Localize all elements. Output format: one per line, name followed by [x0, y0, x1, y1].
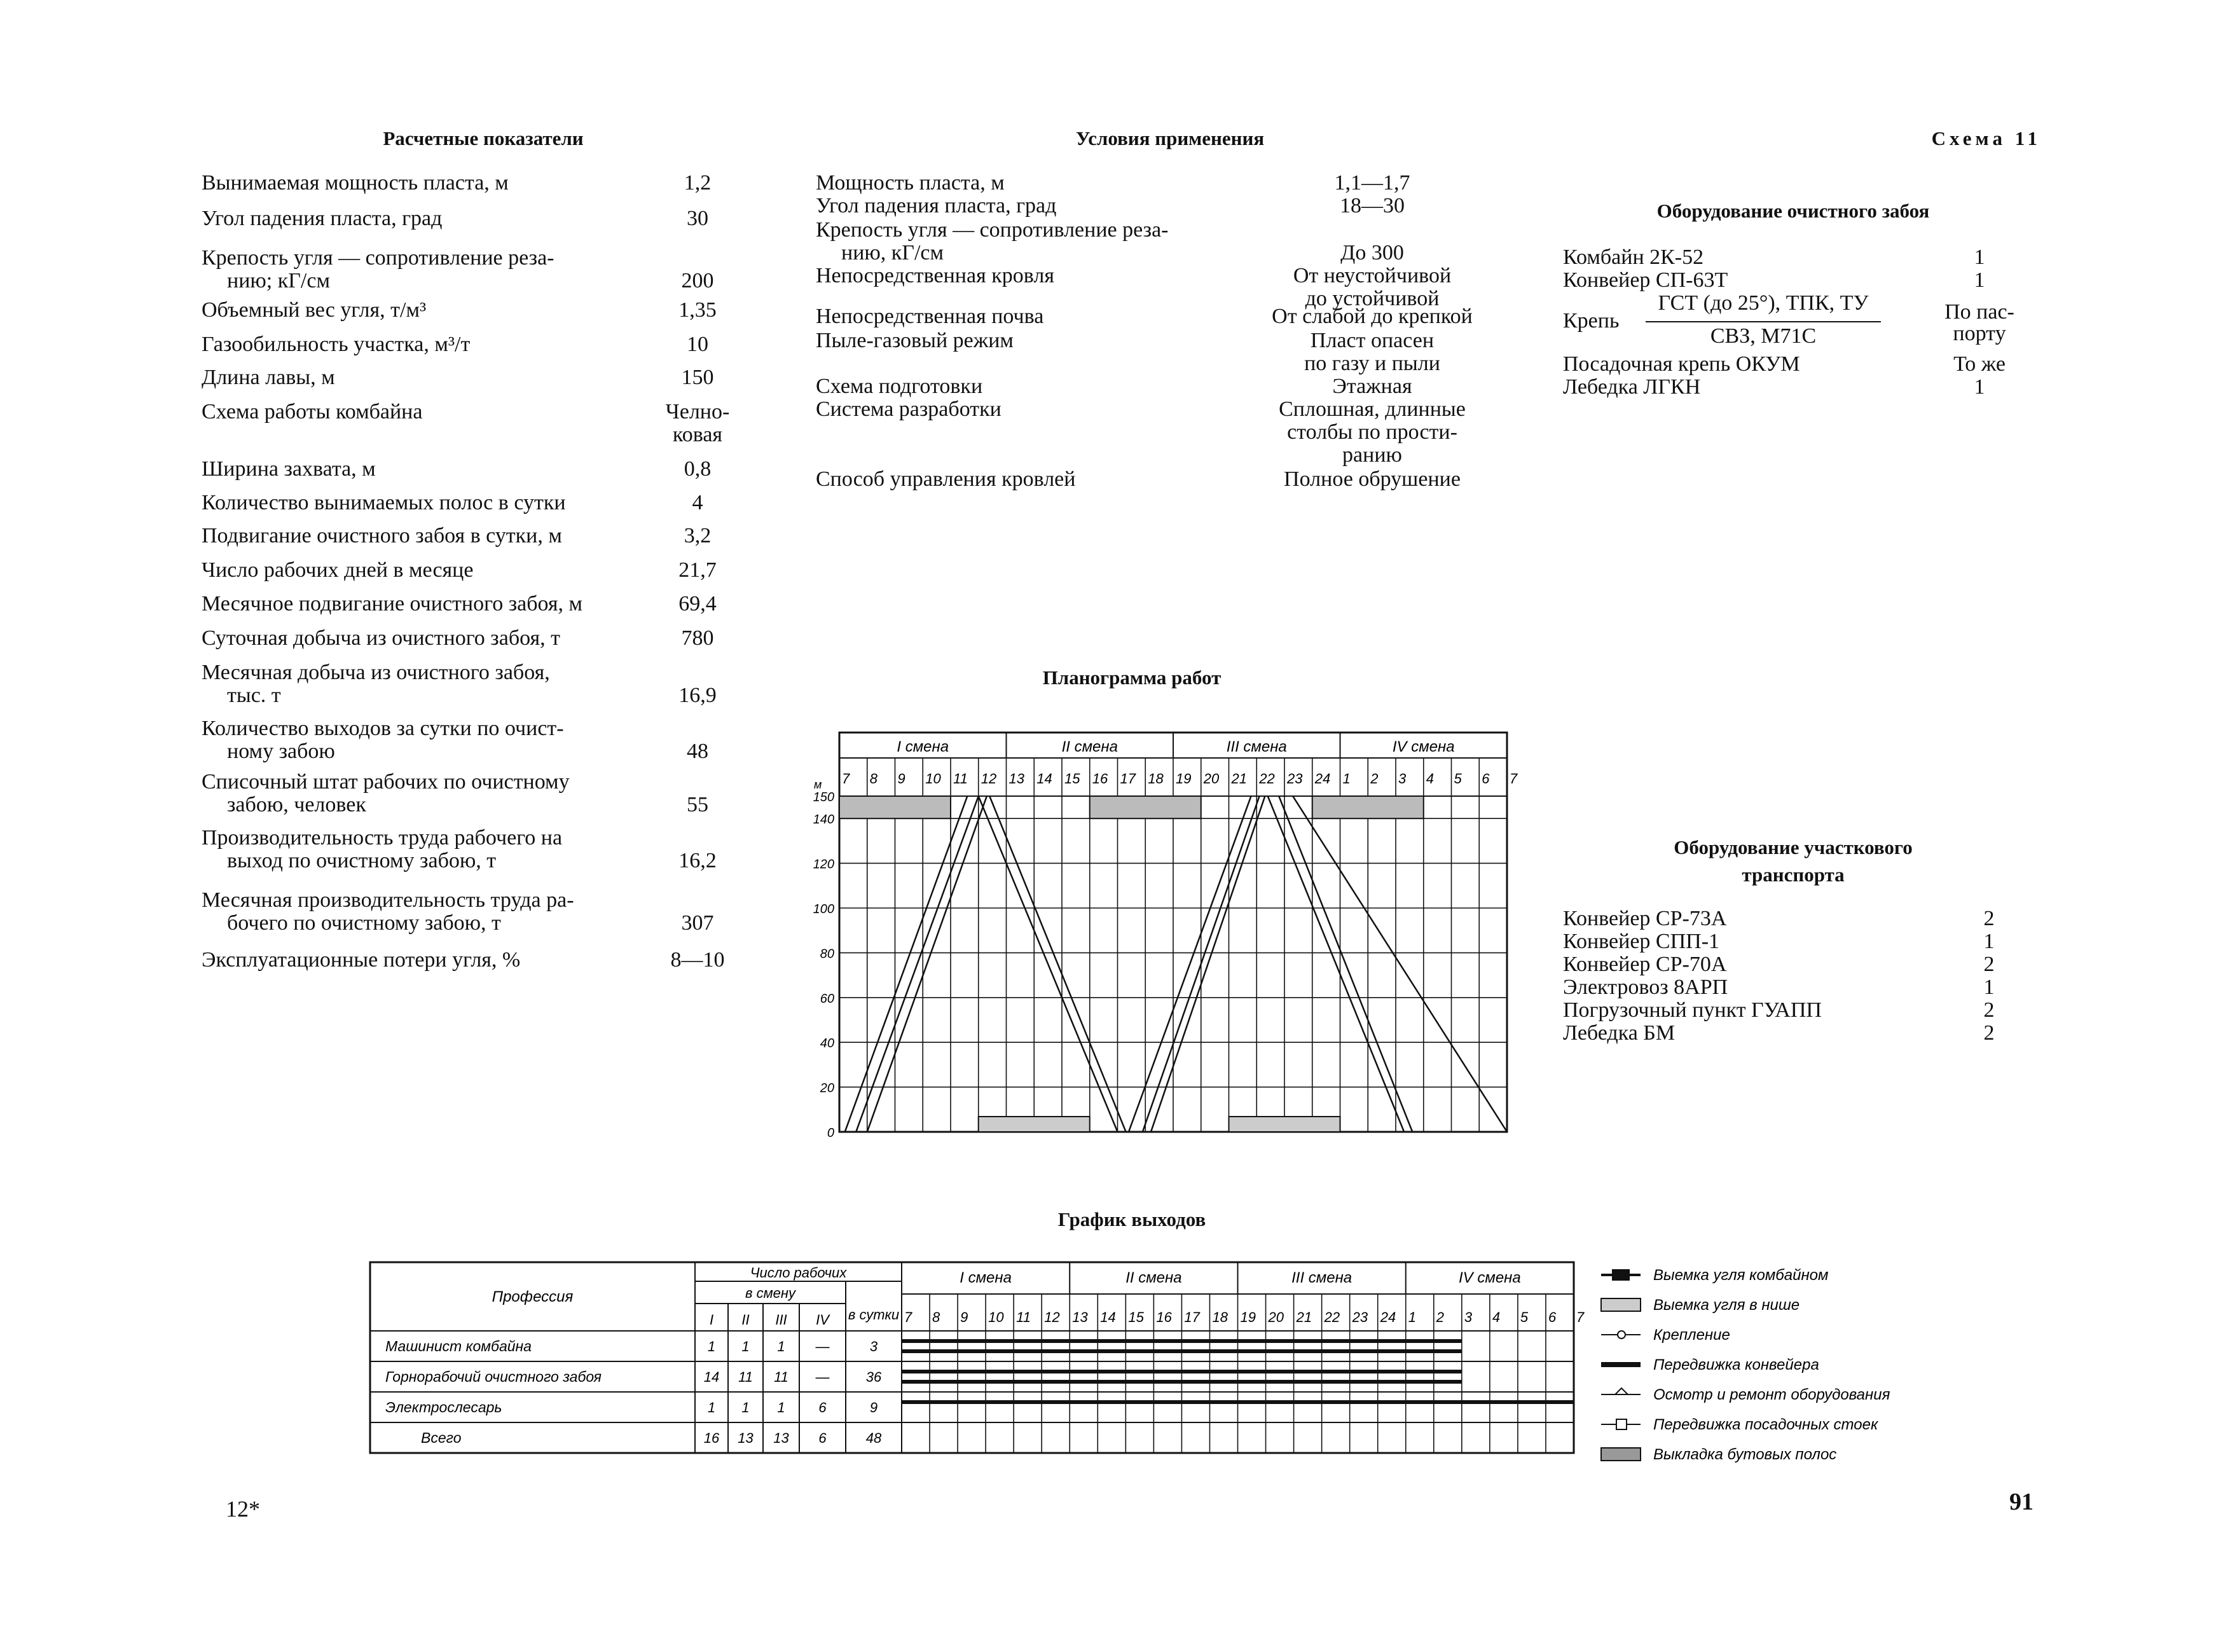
- cond-value: по газу и пыли: [1304, 352, 1440, 375]
- cond-value: Этажная: [1332, 375, 1412, 398]
- y-unit: м: [814, 778, 822, 791]
- calc-label: Месячная добыча из очистного забоя,: [202, 661, 550, 684]
- calc-label: Месячное подвигание очистного забоя, м: [202, 592, 583, 616]
- calc-row: [202, 716, 742, 767]
- y-tick-label: 140: [813, 813, 834, 827]
- day-count: 3: [869, 1339, 878, 1354]
- hour-label: 14: [1100, 1309, 1116, 1325]
- hour-tick-label: 18: [1148, 771, 1164, 787]
- shift-count: 1: [741, 1339, 750, 1354]
- cond-value: столбы по прости-: [1287, 420, 1457, 444]
- hour-label: 7: [904, 1309, 912, 1325]
- hour-label: 5: [1520, 1309, 1529, 1325]
- calc-label: Количество выходов за сутки по очист-: [202, 717, 564, 740]
- shift-count: 16: [703, 1430, 720, 1446]
- hour-label: 24: [1380, 1309, 1396, 1325]
- calc-value: 3,2: [684, 524, 712, 547]
- hour-tick-label: 7: [1510, 771, 1518, 787]
- hour-tick-label: 23: [1287, 771, 1303, 787]
- hour-label: 12: [1044, 1309, 1060, 1325]
- cond-label: Схема подготовки: [816, 375, 983, 398]
- shift-label: IV смена: [1459, 1269, 1521, 1286]
- combine-icon: [1601, 1269, 1641, 1281]
- work-line: [1279, 796, 1412, 1132]
- cond-value: Полное обрушение: [1284, 467, 1461, 491]
- hour-tick-label: 11: [953, 771, 968, 787]
- y-tick-label: 120: [813, 857, 834, 872]
- calc-row: [202, 888, 742, 939]
- shift-col: IV: [816, 1312, 829, 1328]
- equip-value: 1: [1974, 375, 1985, 399]
- col-workers: Число рабочих: [750, 1265, 847, 1281]
- hour-tick-label: 6: [1482, 771, 1490, 787]
- profession-name: Электрослесарь: [385, 1399, 502, 1415]
- cond-value: до устойчивой: [1305, 287, 1440, 310]
- calc-label: Подвигание очистного забоя в сутки, м: [202, 524, 562, 547]
- calc-label: Списочный штат рабочих по очистному: [202, 770, 570, 794]
- hour-tick-label: 12: [981, 771, 997, 787]
- hour-label: 6: [1548, 1309, 1557, 1325]
- calc-value: 200: [681, 269, 714, 293]
- profession-name: Горнорабочий очистного забоя: [385, 1368, 602, 1385]
- shift-count: 13: [773, 1430, 789, 1446]
- shift-label: IV смена: [1392, 738, 1455, 755]
- cond-label-2: нию, кГ/см: [841, 241, 944, 265]
- cond-value: 18—30: [1340, 194, 1405, 217]
- hour-label: 7: [1576, 1309, 1585, 1325]
- shift-count: 1: [777, 1339, 785, 1354]
- calc-table: [202, 170, 742, 984]
- footer-mark: 12*: [226, 1496, 260, 1522]
- legend-label: Передвижка конвейера: [1653, 1356, 1819, 1373]
- equip-value-2: порту: [1953, 322, 2006, 345]
- shift-label: III смена: [1291, 1269, 1352, 1286]
- legend: [1596, 1256, 1978, 1472]
- shift-count: 13: [738, 1430, 754, 1446]
- hour-tick-label: 9: [897, 771, 905, 787]
- calc-value: 780: [681, 626, 714, 650]
- cond-label: Система разработки: [816, 397, 1001, 421]
- bottom-band: [979, 1117, 1090, 1132]
- legend-label: Передвижка посадочных стоек: [1653, 1416, 1878, 1433]
- calc-label: Крепость угля — сопротивление реза-: [202, 246, 554, 270]
- hour-label: 4: [1492, 1309, 1501, 1325]
- equip-label: Посадочная крепь ОКУМ: [1563, 352, 1800, 376]
- hour-tick-label: 15: [1064, 771, 1080, 787]
- hour-label: 13: [1072, 1309, 1088, 1325]
- day-count: 48: [865, 1430, 882, 1446]
- equip-face-title: Оборудование очистного забоя: [1656, 200, 1930, 222]
- calc-label: Количество вынимаемых полос в сутки: [202, 491, 566, 514]
- hour-label: 22: [1324, 1309, 1340, 1325]
- triangle-line-icon: [1601, 1388, 1641, 1394]
- transport-label: Конвейер СПП-1: [1563, 930, 1720, 953]
- calc-label: Месячная производительность труда ра-: [202, 888, 574, 912]
- equip-label: Лебедка ЛГКН: [1563, 375, 1701, 399]
- calc-value: 1,2: [684, 171, 712, 195]
- cond-label: Непосредственная почва: [816, 305, 1044, 328]
- scheme-label: Схема 11: [1931, 127, 2041, 149]
- calc-row: [202, 769, 742, 820]
- day-count: 36: [865, 1369, 882, 1385]
- hour-tick-label: 22: [1259, 771, 1275, 787]
- cond-label: Угол падения пласта, град: [816, 194, 1057, 217]
- hour-tick-label: 14: [1036, 771, 1052, 787]
- hour-label: 21: [1296, 1309, 1312, 1325]
- hour-label: 18: [1212, 1309, 1228, 1325]
- work-line: [1129, 796, 1251, 1132]
- transport-label: Конвейер СР-70А: [1563, 953, 1727, 976]
- hour-label: 2: [1436, 1309, 1445, 1325]
- y-tick-label: 80: [820, 947, 834, 961]
- calc-value: Челно-: [665, 400, 730, 423]
- hour-tick-label: 17: [1120, 771, 1136, 787]
- planogram-title: Планограмма работ: [1042, 666, 1222, 689]
- page-number: 91: [2009, 1489, 2034, 1515]
- equip-value: По пас-: [1944, 300, 2014, 324]
- equip-frac-top: ГСТ (до 25°), ТПК, ТУ: [1658, 291, 1869, 315]
- calc-label: Эксплуатационные потери угля, %: [202, 948, 521, 972]
- work-line: [979, 796, 1118, 1132]
- calc-label-2: ному забою: [227, 740, 335, 763]
- hour-tick-label: 19: [1176, 771, 1192, 787]
- shift-count: 6: [818, 1430, 827, 1446]
- cond-label: Пыле-газовый режим: [816, 329, 1014, 352]
- hour-tick-label: 8: [869, 771, 877, 787]
- calc-value: 55: [687, 793, 708, 816]
- cond-label: Мощность пласта, м: [816, 171, 1005, 195]
- calc-row: [202, 245, 742, 296]
- transport-label: Электровоз 8АРП: [1563, 975, 1728, 999]
- calc-label-2: тыс. т: [227, 684, 281, 707]
- calc-value: 16,9: [678, 684, 717, 707]
- attendance-chart: [369, 1256, 1585, 1472]
- calc-value: 16,2: [678, 849, 717, 872]
- top-band: [1312, 796, 1424, 818]
- shift-count: —: [815, 1369, 830, 1385]
- equip-label: Конвейер СП-63Т: [1563, 268, 1728, 292]
- equip-value: То же: [1953, 352, 2006, 376]
- transport-value: 2: [1983, 907, 1995, 930]
- calc-label: Схема работы комбайна: [202, 400, 423, 423]
- work-line: [867, 796, 987, 1132]
- transport-label: Конвейер СР-73А: [1563, 907, 1727, 930]
- cond-value: До 300: [1340, 241, 1404, 265]
- hour-tick-label: 13: [1008, 771, 1024, 787]
- calc-row: [202, 399, 742, 450]
- planogram-chart: [788, 725, 1520, 1145]
- hour-tick-label: 5: [1454, 771, 1462, 787]
- calc-label: Объемный вес угля, т/м³: [202, 298, 427, 322]
- equip-label: Крепь: [1563, 309, 1620, 333]
- calc-label-2: забою, человек: [227, 793, 366, 816]
- calc-value: 150: [681, 366, 714, 389]
- transport-value: 2: [1983, 1021, 1995, 1045]
- calc-value: 21,7: [678, 558, 717, 582]
- calc-value-2: ковая: [672, 423, 723, 446]
- hour-tick-label: 4: [1426, 771, 1434, 787]
- equip-transport-title-2: транспорта: [1742, 864, 1845, 886]
- work-line: [1268, 796, 1404, 1132]
- cond-value: 1,1—1,7: [1334, 171, 1410, 195]
- work-line: [856, 796, 979, 1132]
- equip-value: 1: [1974, 245, 1985, 269]
- calc-label-2: выход по очистному забою, т: [227, 849, 497, 872]
- legend-label: Выкладка бутовых полос: [1653, 1446, 1837, 1463]
- equip-transport-table: [1563, 906, 2021, 1059]
- calc-value: 1,35: [678, 298, 717, 322]
- transport-value: 2: [1983, 953, 1995, 976]
- circle-line-icon: [1601, 1331, 1641, 1339]
- y-tick-label: 60: [820, 991, 834, 1006]
- hour-label: 23: [1352, 1309, 1368, 1325]
- hatch-icon: [1601, 1298, 1641, 1311]
- calc-row: [202, 825, 742, 876]
- hour-tick-label: 2: [1370, 771, 1379, 787]
- cond-value: От слабой до крепкой: [1272, 305, 1473, 328]
- square-line-icon: [1601, 1419, 1641, 1429]
- shift-label: II смена: [1061, 738, 1118, 755]
- shift-label: III смена: [1226, 738, 1287, 755]
- hour-label: 9: [960, 1309, 968, 1325]
- shift-count: 1: [777, 1400, 785, 1415]
- work-line: [1151, 796, 1265, 1132]
- shift-count: 1: [741, 1400, 750, 1415]
- hour-label: 20: [1268, 1309, 1284, 1325]
- cond-label: Непосредственная кровля: [816, 264, 1054, 287]
- equip-value: 1: [1974, 268, 1985, 292]
- col-profession: Профессия: [492, 1288, 574, 1305]
- calc-value: 48: [687, 740, 708, 763]
- shift-count: 14: [703, 1369, 720, 1385]
- profession-name: Машинист комбайна: [385, 1338, 532, 1354]
- cond-title: Условия применения: [1075, 127, 1265, 149]
- calc-label-2: нию; кГ/см: [227, 269, 330, 293]
- shift-count: 6: [818, 1400, 827, 1415]
- shift-label: I смена: [960, 1269, 1012, 1286]
- y-tick-label: 100: [813, 902, 834, 916]
- calc-label: Суточная добыча из очистного забоя, т: [202, 626, 560, 650]
- shift-col: II: [741, 1312, 750, 1328]
- calc-value: 10: [687, 333, 708, 356]
- calc-row: [202, 660, 742, 711]
- hour-tick-label: 7: [842, 771, 850, 787]
- top-band: [839, 796, 951, 818]
- calc-label: Вынимаемая мощность пласта, м: [202, 171, 509, 195]
- hour-label: 11: [1016, 1309, 1031, 1325]
- legend-label: Выемка угля комбайном: [1653, 1267, 1829, 1284]
- hour-label: 8: [932, 1309, 940, 1325]
- shift-count: —: [815, 1339, 830, 1354]
- shift-count: 1: [707, 1339, 716, 1354]
- col-per-shift: в смену: [745, 1285, 796, 1301]
- work-line: [989, 796, 1125, 1132]
- shift-label: I смена: [897, 738, 949, 755]
- hour-tick-label: 1: [1342, 771, 1351, 787]
- legend-label: Выемка угля в нише: [1653, 1297, 1800, 1314]
- transport-label: Лебедка БМ: [1563, 1021, 1676, 1045]
- cond-value: Сплошная, длинные: [1279, 397, 1466, 421]
- calc-value: 307: [681, 911, 714, 935]
- work-line: [1293, 796, 1507, 1132]
- shift-count: 11: [738, 1369, 753, 1385]
- calc-value: 0,8: [684, 457, 712, 481]
- hour-tick-label: 10: [925, 771, 941, 787]
- work-line: [845, 796, 968, 1132]
- cond-label: Крепость угля — сопротивление реза-: [816, 218, 1169, 242]
- hour-label: 19: [1240, 1309, 1256, 1325]
- calc-value: 30: [687, 207, 708, 230]
- calc-label: Производительность труда рабочего на: [202, 826, 563, 850]
- hour-label: 15: [1128, 1309, 1144, 1325]
- y-tick-label: 0: [827, 1126, 834, 1140]
- legend-label: Осмотр и ремонт оборудования: [1653, 1386, 1890, 1403]
- transport-value: 1: [1983, 930, 1995, 953]
- hour-label: 1: [1408, 1309, 1416, 1325]
- y-tick-label: 40: [820, 1036, 834, 1051]
- hour-tick-label: 16: [1092, 771, 1108, 787]
- y-tick-label: 20: [820, 1081, 834, 1096]
- calc-label: Число рабочих дней в месяце: [202, 558, 474, 582]
- cond-value: От неустойчивой: [1293, 264, 1452, 287]
- attendance-title: График выходов: [1057, 1208, 1206, 1230]
- shift-label: II смена: [1125, 1269, 1182, 1286]
- equip-transport-title: Оборудование участкового: [1674, 836, 1913, 858]
- cond-value: ранию: [1342, 443, 1402, 467]
- cond-table: [816, 170, 1503, 501]
- hour-tick-label: 24: [1314, 771, 1331, 787]
- cond-value: Пласт опасен: [1310, 329, 1435, 352]
- top-band: [1090, 796, 1201, 818]
- bottom-band: [1229, 1117, 1340, 1132]
- equip-face-table: [1563, 245, 2021, 410]
- crosshatch-icon: [1601, 1448, 1641, 1461]
- hour-label: 10: [988, 1309, 1004, 1325]
- y-tick-label: 150: [813, 790, 834, 804]
- shift-col: I: [709, 1312, 714, 1328]
- fraction-bar: [1646, 321, 1881, 322]
- calc-label: Ширина захвата, м: [202, 457, 376, 481]
- legend-label: Крепление: [1653, 1326, 1730, 1344]
- calc-value: 69,4: [678, 592, 717, 616]
- calc-row: [202, 947, 742, 998]
- shift-count: 11: [774, 1369, 788, 1385]
- hour-label: 3: [1464, 1309, 1473, 1325]
- hour-tick-label: 3: [1398, 771, 1407, 787]
- calc-title: Расчетные показатели: [383, 127, 584, 149]
- calc-label-2: бочего по очистному забою, т: [227, 911, 501, 935]
- calc-label: Угол падения пласта, град: [202, 207, 443, 230]
- transport-value: 2: [1983, 998, 1995, 1022]
- day-count: 9: [869, 1400, 878, 1415]
- equip-label: Комбайн 2К-52: [1563, 245, 1704, 269]
- equip-frac-bottom: СВЗ, М71С: [1710, 324, 1817, 348]
- hour-label: 17: [1184, 1309, 1200, 1325]
- col-per-day: в сутки: [848, 1307, 900, 1323]
- transport-label: Погрузочный пункт ГУАПП: [1563, 998, 1822, 1022]
- cond-label: Способ управления кровлей: [816, 467, 1076, 491]
- calc-value: 4: [692, 491, 703, 514]
- profession-name: Всего: [421, 1429, 462, 1446]
- calc-label: Длина лавы, м: [202, 366, 335, 389]
- hour-tick-label: 20: [1203, 771, 1220, 787]
- hour-label: 16: [1156, 1309, 1172, 1325]
- calc-label: Газообильность участка, м³/т: [202, 333, 471, 356]
- hour-tick-label: 21: [1231, 771, 1247, 787]
- shift-col: III: [775, 1312, 787, 1328]
- calc-value: 8—10: [670, 948, 725, 972]
- shift-count: 1: [707, 1400, 716, 1415]
- transport-value: 1: [1983, 975, 1995, 999]
